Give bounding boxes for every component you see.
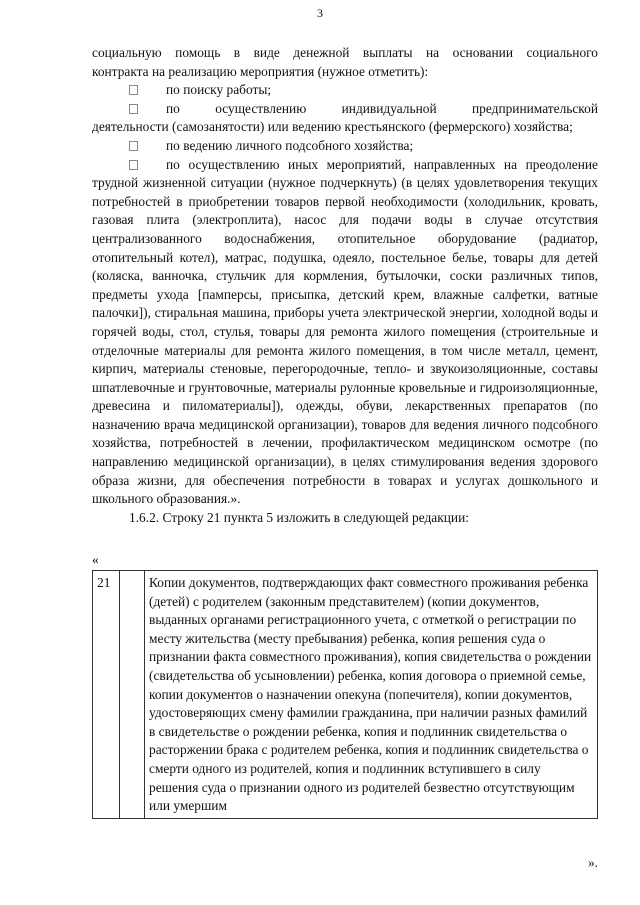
checkbox-icon[interactable] (129, 85, 138, 95)
option-label: по поиску работы; (166, 82, 272, 98)
row-text-cell: Копии документов, подтверждающих факт совместного проживания ребенка (детей) с родителем (законным представителем) (копии документов, выданных органами регистрационного учета, с отметкой о регистрации по месту жительства (месту пребывания) ребенка, копия решения суда о признании факта совместного проживания), копия свидетельства о рождении (свидетельства об усыновлении) ребенка, копия договора о приемной семье, копии документов о назначении опекуна (попечителя), копии документов, удостоверяющих смену фамилии гражданина, при наличии разных фамилий в свидетельстве о рождении ребенка, копия и подлинник свидетельства о расторжении брака с родителем ребенка, копия и подлинник свидетельства о смерти одного из родителей, копия и подлинник вступившего в силу решения суда о признании одного из родителей безвестно отсутствующим или умершим (145, 571, 598, 819)
intro-line-1: социальную помощь в виде денежной выплаты на основании социального (92, 45, 598, 60)
option-entrepreneurship-continuation: деятельности (самозанятости) или ведению крестьянского (фермерского) хозяйства; (92, 119, 573, 135)
option-job-search[interactable] (92, 81, 598, 100)
documents-table (92, 570, 598, 819)
amendment-line: 1.6.2. Строку 21 пункта 5 изложить в следующей редакции: (129, 509, 469, 525)
intro-line-2: контракта на реализацию мероприятия (нужное отметить): (92, 63, 429, 79)
checkbox-icon[interactable] (129, 160, 138, 170)
option-household[interactable] (92, 137, 598, 156)
close-quote: ». (587, 855, 598, 870)
option-entrepreneurship[interactable] (92, 100, 598, 119)
row-empty-cell (120, 571, 145, 819)
option-label: по ведению личного подсобного хозяйства; (166, 137, 414, 153)
row-number-cell: 21 (93, 571, 120, 819)
document-body (92, 44, 598, 527)
option-label: по осуществлению индивидуальной предпринимательской (166, 100, 598, 116)
open-quote: « (92, 552, 99, 567)
page-number: 3 (317, 6, 323, 20)
option-other-measures[interactable] (92, 156, 598, 509)
table-row (93, 571, 598, 819)
option-label: по осуществлению иных мероприятий, направленных на преодоление трудной жизненной ситуации (нужное подчеркнуть) (в целях удовлетворения текущих потребностей в приобретении товаров первой необходимости (холодильник, кровать, газовая плита (электроплита), насос для подачи воды в случае отсутствия централизованного водоснабжения, отопительное оборудование (радиатор, отопительный котел), матрас, подушка, одеяло, постельное белье, товары для детей (коляска, ванночка, стульчик для кормления, бутылочки, соски различных типов, предметы ухода [памперсы, присыпка, детский крем, влажные салфетки, ватные палочки]), стиральная машина, приборы учета электрической энергии, холодной воды и горячей воды, стол, стулья, товары для ремонта жилого помещения (строительные и отделочные материалы для ремонта жилого помещения, в том числе металл, цемент, кирпич, материалы стеновые, перегородочные, тепло- и звукоизоляционные, составы шпатлевочные и грунтовочные, материалы рулонные кровельные и гидроизоляционные, древесина и пиломатериалы]), одежды, обуви, лекарственных препаратов (по назначению врача медицинской организации), товаров для ведения личного подсобного хозяйства, потребностей в лечении, профилактическом медицинском осмотре (по направлению медицинской организации), в целях стимулирования ведения здорового образа жизни, для обеспечения потребности в товарах и услугах дошкольного и школьного образования.». (92, 156, 598, 507)
checkbox-icon[interactable] (129, 141, 138, 151)
checkbox-icon[interactable] (129, 104, 138, 114)
